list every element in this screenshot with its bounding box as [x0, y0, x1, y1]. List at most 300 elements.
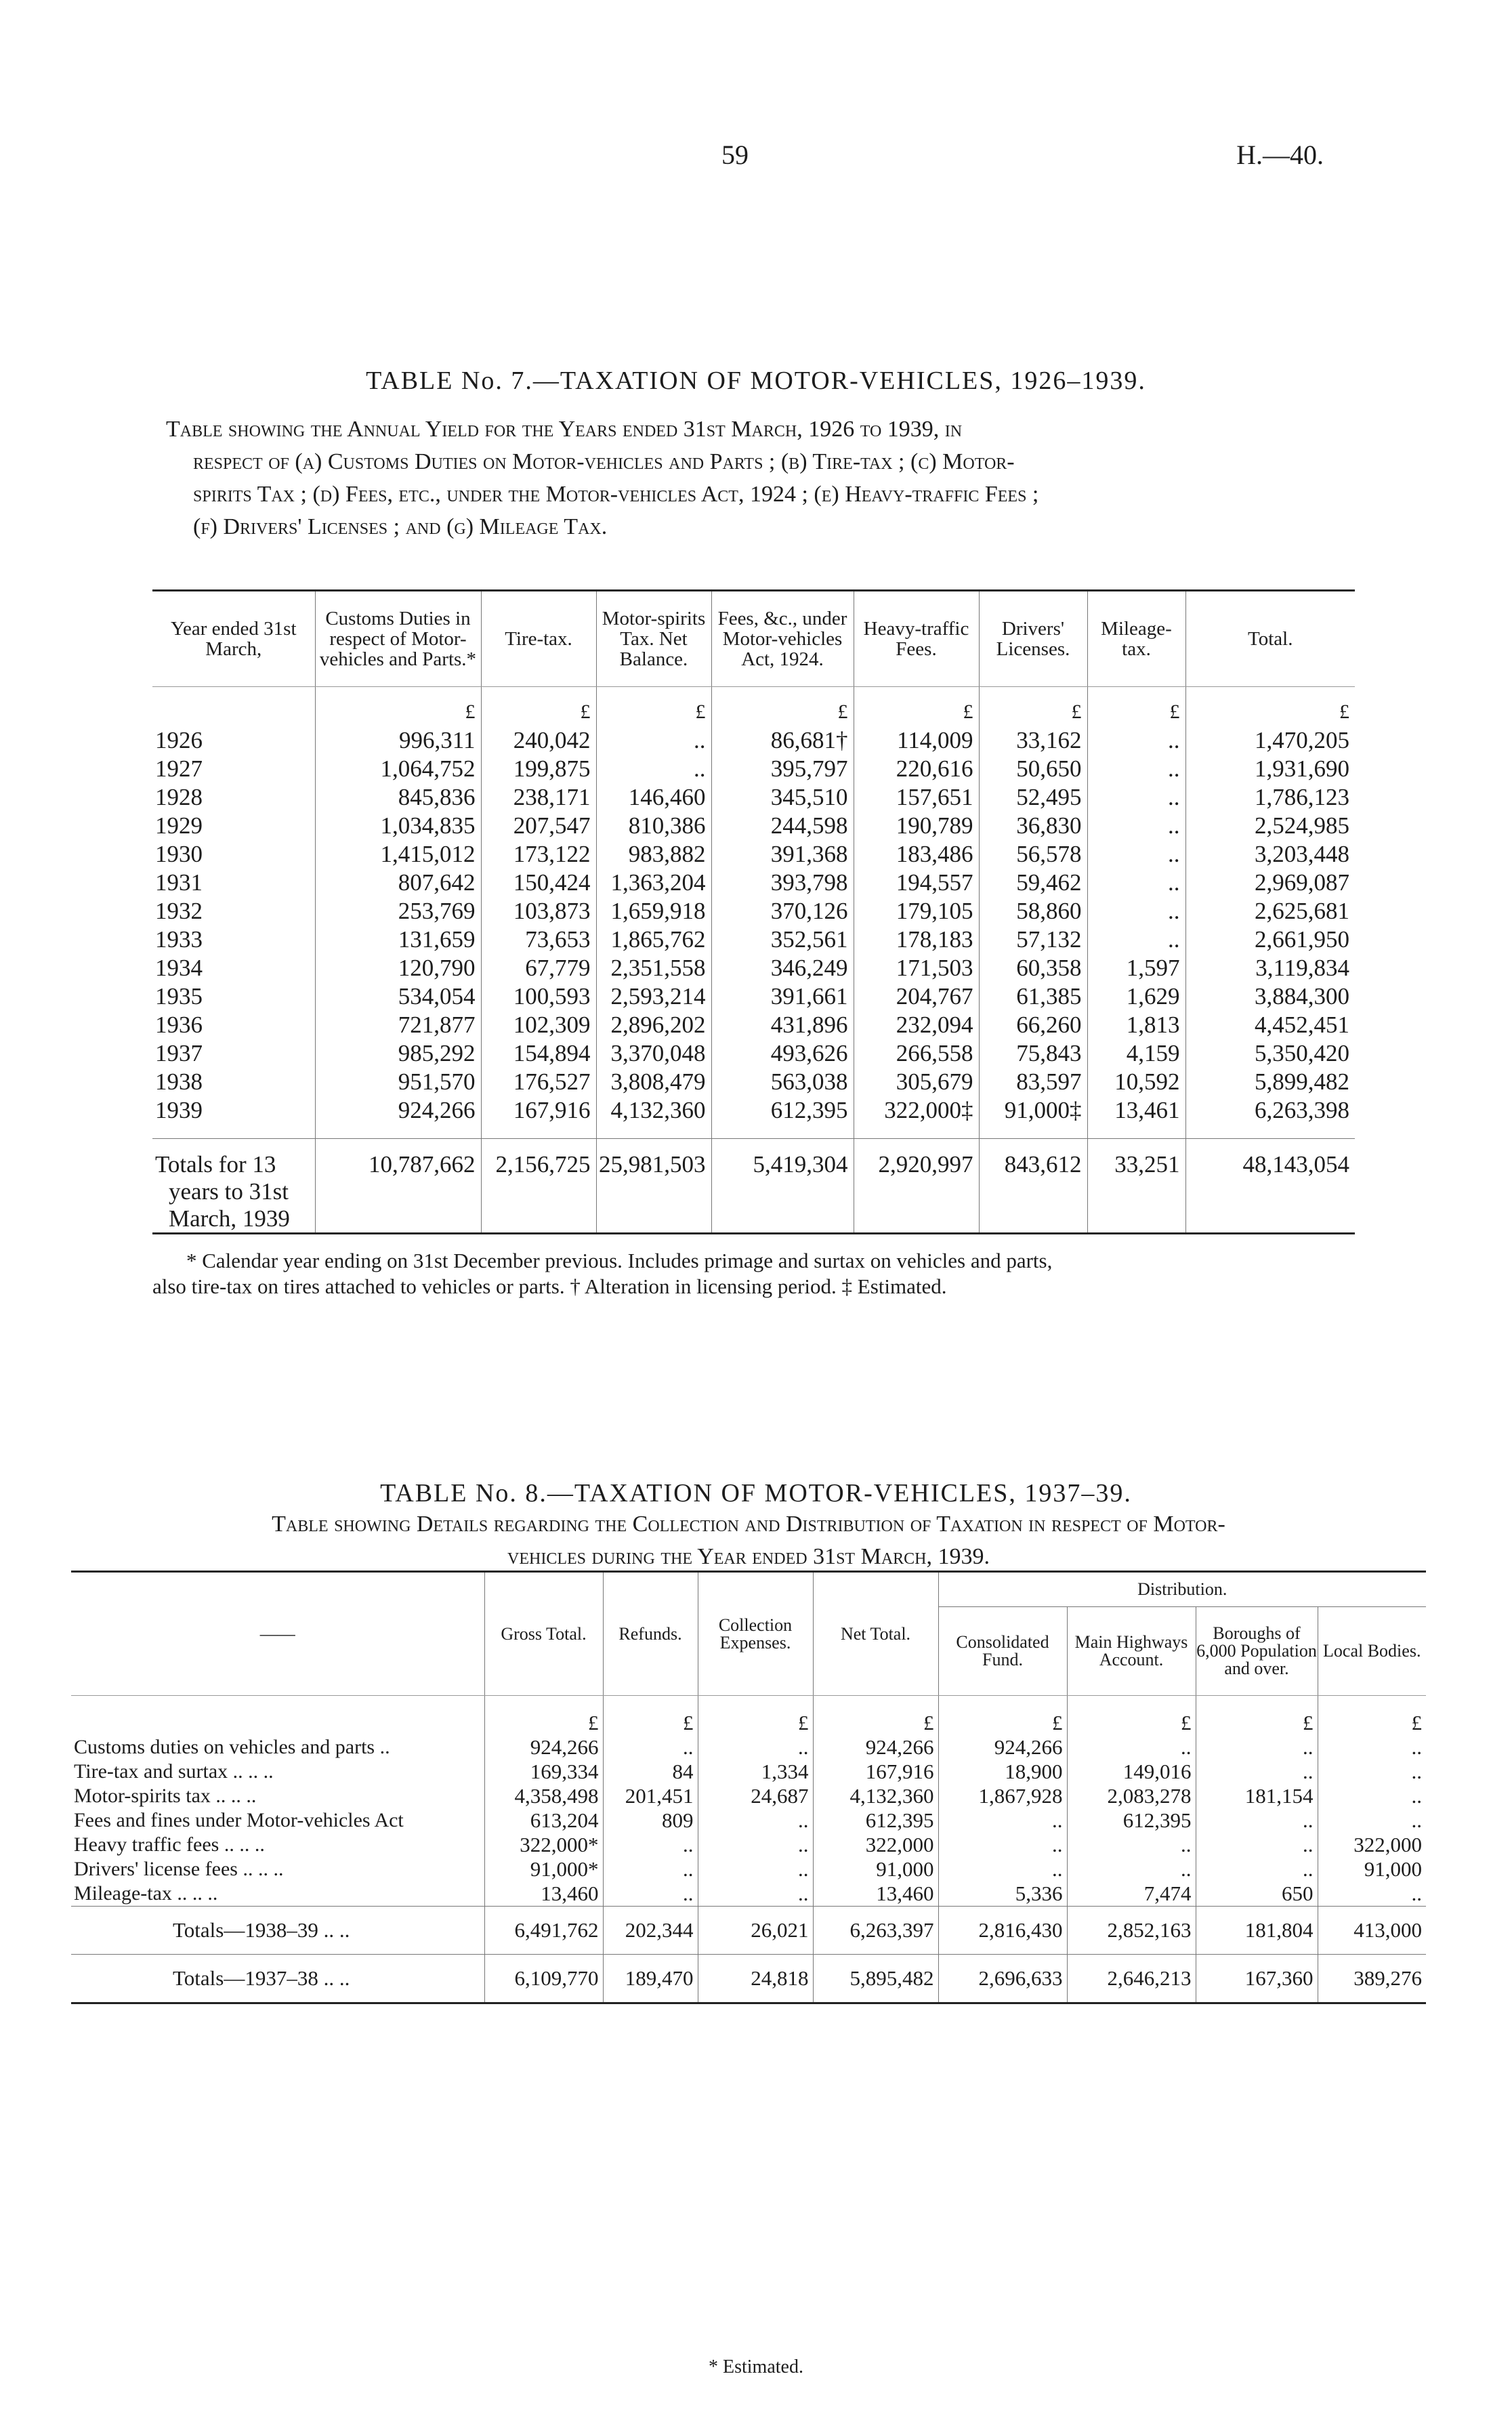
unit-cell: £ [596, 687, 711, 727]
collection-cell: .. [698, 1881, 813, 1907]
spacer-cell [854, 1125, 979, 1139]
unit-cell: £ [1411, 1711, 1422, 1734]
mileage-cell: .. [1087, 783, 1185, 812]
customs-cell: 985,292 [315, 1039, 481, 1068]
spirits-cell: 2,593,214 [596, 982, 711, 1011]
year-cell: 1927 [152, 755, 315, 783]
total-cell: 6,263,398 [1255, 1097, 1349, 1123]
total-collection-cell: 24,818 [698, 1955, 813, 2003]
spirits-cell: 2,896,202 [596, 1011, 711, 1039]
local-cell: 91,000 [1364, 1857, 1422, 1881]
mileage-cell: .. [1087, 897, 1185, 926]
drivers-cell: 57,132 [979, 926, 1087, 954]
table7-col-drivers: Drivers' Licenses. [979, 591, 1087, 687]
fees-cell: 391,661 [711, 982, 854, 1011]
spirits-cell: 146,460 [596, 783, 711, 812]
spirits-cell: 3,370,048 [596, 1039, 711, 1068]
spirits-cell: 1,363,204 [596, 869, 711, 897]
consolidated-cell: 18,900 [938, 1760, 1067, 1784]
table8-row [71, 1760, 1426, 1784]
mileage-cell: 1,629 [1087, 982, 1185, 1011]
table7-row [152, 1096, 1355, 1125]
mileage-cell: .. [1087, 755, 1185, 783]
consolidated-cell: 5,336 [938, 1881, 1067, 1907]
total-cell: 1,470,205 [1255, 727, 1349, 753]
row-label: Tire-tax and surtax .. .. .. [71, 1760, 484, 1784]
spacer-cell [315, 1125, 481, 1139]
row-label: Fees and fines under Motor-vehicles Act [71, 1808, 484, 1833]
totals-label-line: Totals for 13 [155, 1151, 276, 1178]
totals-label-line: March, 1939 [169, 1205, 290, 1232]
total-cell: 2,969,087 [1255, 869, 1349, 896]
drivers-cell: 50,650 [979, 755, 1087, 783]
mileage-cell: .. [1087, 812, 1185, 840]
highways-cell: 612,395 [1067, 1808, 1196, 1833]
tire-cell: 167,916 [481, 1096, 596, 1125]
gross-cell: 924,266 [484, 1735, 603, 1760]
drivers-cell: 60,358 [979, 954, 1087, 982]
highways-cell: 149,016 [1067, 1760, 1196, 1784]
fees-cell: 393,798 [711, 869, 854, 897]
table8-row [71, 1881, 1426, 1907]
year-cell: 1939 [152, 1096, 315, 1125]
table7-footnote-line: also tire-tax on tires attached to vehicles or parts. † Alteration in licensing period. ‡ Estimated. [152, 1274, 947, 1298]
customs-cell: 131,659 [315, 926, 481, 954]
fees-cell: 352,561 [711, 926, 854, 954]
unit-cell: £ [813, 1696, 938, 1736]
net-cell: 322,000 [813, 1833, 938, 1857]
spirits-cell: 983,882 [596, 840, 711, 869]
table8-caption [71, 1508, 1426, 1573]
drivers-cell: 66,260 [979, 1011, 1087, 1039]
customs-cell: 1,415,012 [315, 840, 481, 869]
heavy-cell: 179,105 [854, 897, 979, 926]
row-label: Heavy traffic fees .. .. .. [71, 1833, 484, 1857]
fees-cell: 345,510 [711, 783, 854, 812]
table8-stub-header: —— [71, 1572, 484, 1696]
heavy-cell: 157,651 [854, 783, 979, 812]
tire-cell: 100,593 [481, 982, 596, 1011]
total-boroughs-cell: 167,360 [1196, 1955, 1318, 2003]
total-spirits-cell: 25,981,503 [596, 1139, 711, 1234]
table8-row [71, 1808, 1426, 1833]
fees-cell: 391,368 [711, 840, 854, 869]
table8-totals-row [71, 1907, 1426, 1955]
row-label: Motor-spirits tax .. .. .. [71, 1784, 484, 1808]
unit-cell: £ [481, 687, 596, 727]
spacer-cell [979, 1125, 1087, 1139]
table8-distribution-header: Distribution. [938, 1572, 1426, 1607]
spacer-cell [1185, 1125, 1355, 1139]
heavy-cell: 190,789 [854, 812, 979, 840]
heavy-cell: 114,009 [854, 726, 979, 755]
drivers-cell: 52,495 [979, 783, 1087, 812]
table8-caption-line: Table showing Details regarding the Collection and Distribution of Taxation in respect of Motor- [272, 1512, 1225, 1537]
total-refunds-cell: 202,344 [603, 1907, 698, 1955]
total-cell: 1,786,123 [1255, 784, 1349, 810]
total-cell: 3,119,834 [1255, 955, 1349, 981]
table8-unit-row [71, 1696, 1426, 1736]
total-gross-cell: 6,109,770 [484, 1955, 603, 2003]
drivers-cell: 58,860 [979, 897, 1087, 926]
fees-cell: 612,395 [711, 1096, 854, 1125]
table8-caption-line: vehicles during the Year ended 31st March, 1939. [507, 1544, 990, 1569]
boroughs-cell: .. [1196, 1808, 1318, 1833]
table8-title: TABLE No. 8.—TAXATION OF MOTOR-VEHICLES, 1937–39. [380, 1479, 1132, 1507]
local-cell: .. [1411, 1735, 1422, 1759]
row-label: Mileage-tax .. .. .. [71, 1881, 484, 1907]
tire-cell: 103,873 [481, 897, 596, 926]
net-cell: 924,266 [813, 1735, 938, 1760]
consolidated-cell: 924,266 [938, 1735, 1067, 1760]
mileage-cell: 1,597 [1087, 954, 1185, 982]
net-cell: 4,132,360 [813, 1784, 938, 1808]
spacer-cell [596, 1125, 711, 1139]
net-cell: 91,000 [813, 1857, 938, 1881]
table7-caption-line: Table showing the Annual Yield for the Years ended 31st March, 1926 to 1939, in [166, 417, 963, 442]
total-cell: 5,899,482 [1255, 1068, 1349, 1095]
net-cell: 13,460 [813, 1881, 938, 1907]
drivers-cell: 59,462 [979, 869, 1087, 897]
tire-cell: 154,894 [481, 1039, 596, 1068]
page-number: 59 [721, 140, 749, 170]
total-fees-cell: 5,419,304 [711, 1139, 854, 1234]
totals-label: Totals—1938–39 .. .. [71, 1907, 484, 1955]
table7-row [152, 840, 1355, 869]
table7-row [152, 1011, 1355, 1039]
table8-header-row [71, 1572, 1426, 1607]
tire-cell: 102,309 [481, 1011, 596, 1039]
total-boroughs-cell: 181,804 [1196, 1907, 1318, 1955]
spirits-cell: 3,808,479 [596, 1068, 711, 1096]
table7-unit-row [152, 687, 1355, 727]
refunds-cell: .. [603, 1833, 698, 1857]
table7-totals-row [152, 1139, 1355, 1234]
customs-cell: 1,064,752 [315, 755, 481, 783]
total-cell: 3,884,300 [1255, 983, 1349, 1010]
refunds-cell: 84 [603, 1760, 698, 1784]
year-cell: 1928 [152, 783, 315, 812]
total-net-cell: 5,895,482 [813, 1955, 938, 2003]
spacer-cell [152, 1125, 315, 1139]
unit-cell: £ [603, 1696, 698, 1736]
unit-cell: £ [711, 687, 854, 727]
drivers-cell: 61,385 [979, 982, 1087, 1011]
drivers-cell: 91,000‡ [979, 1096, 1087, 1125]
page-reference: H.—40. [1236, 140, 1324, 170]
table7-header-row [152, 591, 1355, 687]
table7-row [152, 812, 1355, 840]
total-local-cell: 389,276 [1318, 1955, 1426, 2003]
table7-col-fees: Fees, &c., under Motor-vehicles Act, 1924. [711, 591, 854, 687]
row-label: Customs duties on vehicles and parts .. [71, 1735, 484, 1760]
highways-cell: .. [1067, 1857, 1196, 1881]
table7-footnote [152, 1248, 1355, 1299]
spacer-cell [1087, 1125, 1185, 1139]
table8 [71, 1571, 1426, 2004]
highways-cell: 7,474 [1067, 1881, 1196, 1907]
total-cell: 4,452,451 [1255, 1012, 1349, 1038]
net-cell: 167,916 [813, 1760, 938, 1784]
year-cell: 1935 [152, 982, 315, 1011]
customs-cell: 996,311 [315, 726, 481, 755]
totals-label [152, 1139, 315, 1234]
gross-cell: 613,204 [484, 1808, 603, 1833]
local-cell: .. [1411, 1760, 1422, 1783]
mileage-cell: .. [1087, 840, 1185, 869]
year-cell: 1930 [152, 840, 315, 869]
total-cell: 1,931,690 [1255, 755, 1349, 782]
tire-cell: 199,875 [481, 755, 596, 783]
local-cell: .. [1411, 1881, 1422, 1905]
table7-row [152, 1068, 1355, 1096]
table7-col-year: Year ended 31st March, [152, 591, 315, 687]
spirits-cell: 810,386 [596, 812, 711, 840]
unit-cell: £ [854, 687, 979, 727]
local-cell: .. [1411, 1784, 1422, 1808]
total-total-cell: 48,143,054 [1185, 1139, 1355, 1234]
unit-cell [152, 687, 315, 727]
heavy-cell: 204,767 [854, 982, 979, 1011]
year-cell: 1931 [152, 869, 315, 897]
table8-row [71, 1833, 1426, 1857]
table7-row [152, 1039, 1355, 1068]
table7-row [152, 982, 1355, 1011]
unit-cell: £ [979, 687, 1087, 727]
tire-cell: 173,122 [481, 840, 596, 869]
local-cell: 322,000 [1353, 1833, 1422, 1856]
table7-footnote-line: * Calendar year ending on 31st December previous. Includes primage and surtax on vehicles and parts, [186, 1249, 1053, 1272]
local-cell: .. [1411, 1808, 1422, 1832]
table7-row [152, 783, 1355, 812]
spirits-cell: 1,659,918 [596, 897, 711, 926]
customs-cell: 924,266 [315, 1096, 481, 1125]
drivers-cell: 83,597 [979, 1068, 1087, 1096]
table7-caption-line: spirits Tax ; (d) Fees, etc., under the Motor-vehicles Act, 1924 ; (e) Heavy-traffic Fees ; [193, 482, 1039, 507]
heavy-cell: 232,094 [854, 1011, 979, 1039]
drivers-cell: 75,843 [979, 1039, 1087, 1068]
table7-col-heavy: Heavy-traffic Fees. [854, 591, 979, 687]
total-cell: 3,203,448 [1255, 841, 1349, 867]
spacer-cell [481, 1125, 596, 1139]
year-cell: 1936 [152, 1011, 315, 1039]
total-highways-cell: 2,646,213 [1067, 1955, 1196, 2003]
total-mileage-cell: 33,251 [1087, 1139, 1185, 1234]
tire-cell: 207,547 [481, 812, 596, 840]
table8-row [71, 1784, 1426, 1808]
table8-col-refunds: Refunds. [603, 1572, 698, 1696]
drivers-cell: 36,830 [979, 812, 1087, 840]
table8-col-collection: Collection Expenses. [698, 1572, 813, 1696]
total-cell: 2,661,950 [1255, 926, 1349, 953]
fees-cell: 346,249 [711, 954, 854, 982]
customs-cell: 807,642 [315, 869, 481, 897]
total-local-cell: 413,000 [1318, 1907, 1426, 1955]
table8-row [71, 1857, 1426, 1881]
table7-row [152, 726, 1355, 755]
table7-caption [166, 413, 1368, 543]
unit-cell: £ [315, 687, 481, 727]
collection-cell: 24,687 [698, 1784, 813, 1808]
table7-row [152, 869, 1355, 897]
table8-col-highways: Main Highways Account. [1067, 1607, 1196, 1696]
total-highways-cell: 2,852,163 [1067, 1907, 1196, 1955]
tire-cell: 150,424 [481, 869, 596, 897]
table8-col-consolidated: Consolidated Fund. [938, 1607, 1067, 1696]
refunds-cell: 201,451 [603, 1784, 698, 1808]
net-cell: 612,395 [813, 1808, 938, 1833]
customs-cell: 845,836 [315, 783, 481, 812]
spirits-cell: .. [596, 755, 711, 783]
total-customs-cell: 10,787,662 [315, 1139, 481, 1234]
customs-cell: 534,054 [315, 982, 481, 1011]
spirits-cell: 4,132,360 [596, 1096, 711, 1125]
heavy-cell: 171,503 [854, 954, 979, 982]
fees-cell: 431,896 [711, 1011, 854, 1039]
gross-cell: 13,460 [484, 1881, 603, 1907]
year-cell: 1938 [152, 1068, 315, 1096]
unit-cell [71, 1696, 484, 1736]
consolidated-cell: .. [938, 1833, 1067, 1857]
consolidated-cell: .. [938, 1808, 1067, 1833]
total-cell: 5,350,420 [1255, 1040, 1349, 1066]
unit-cell: £ [1087, 687, 1185, 727]
year-cell: 1926 [152, 726, 315, 755]
row-label: Drivers' license fees .. .. .. [71, 1857, 484, 1881]
unit-cell: £ [698, 1696, 813, 1736]
highways-cell: 2,083,278 [1067, 1784, 1196, 1808]
table8-row [71, 1735, 1426, 1760]
table7-row [152, 897, 1355, 926]
table7-row [152, 926, 1355, 954]
tire-cell: 67,779 [481, 954, 596, 982]
total-net-cell: 6,263,397 [813, 1907, 938, 1955]
fees-cell: 493,626 [711, 1039, 854, 1068]
fees-cell: 244,598 [711, 812, 854, 840]
total-cell: 2,625,681 [1255, 898, 1349, 924]
table7-row [152, 755, 1355, 783]
tire-cell: 238,171 [481, 783, 596, 812]
table8-col-local: Local Bodies. [1318, 1607, 1426, 1696]
table7-row [152, 954, 1355, 982]
tire-cell: 73,653 [481, 926, 596, 954]
table7-caption-line: (f) Drivers' Licenses ; and (g) Mileage Tax. [193, 514, 608, 539]
heavy-cell: 305,679 [854, 1068, 979, 1096]
mileage-cell: 1,813 [1087, 1011, 1185, 1039]
spirits-cell: 1,865,762 [596, 926, 711, 954]
customs-cell: 253,769 [315, 897, 481, 926]
table8-col-boroughs: Boroughs of 6,000 Population and over. [1196, 1607, 1318, 1696]
boroughs-cell: .. [1196, 1857, 1318, 1881]
year-cell: 1933 [152, 926, 315, 954]
year-cell: 1937 [152, 1039, 315, 1068]
consolidated-cell: .. [938, 1857, 1067, 1881]
table8-col-net: Net Total. [813, 1572, 938, 1696]
highways-cell: .. [1067, 1833, 1196, 1857]
boroughs-cell: 650 [1196, 1881, 1318, 1907]
unit-cell: £ [1339, 701, 1349, 723]
table7 [152, 589, 1355, 1234]
fees-cell: 395,797 [711, 755, 854, 783]
drivers-cell: 56,578 [979, 840, 1087, 869]
total-tire-cell: 2,156,725 [481, 1139, 596, 1234]
boroughs-cell: .. [1196, 1760, 1318, 1784]
spirits-cell: .. [596, 726, 711, 755]
refunds-cell: 809 [603, 1808, 698, 1833]
boroughs-cell: .. [1196, 1833, 1318, 1857]
total-heavy-cell: 2,920,997 [854, 1139, 979, 1234]
tire-cell: 176,527 [481, 1068, 596, 1096]
year-cell: 1932 [152, 897, 315, 926]
unit-cell: £ [1067, 1696, 1196, 1736]
table7-col-mileage: Mileage-tax. [1087, 591, 1185, 687]
collection-cell: .. [698, 1808, 813, 1833]
spirits-cell: 2,351,558 [596, 954, 711, 982]
boroughs-cell: .. [1196, 1735, 1318, 1760]
table8-footnote: * Estimated. [709, 2356, 803, 2377]
heavy-cell: 178,183 [854, 926, 979, 954]
total-consolidated-cell: 2,696,633 [938, 1955, 1067, 2003]
unit-cell: £ [1196, 1696, 1318, 1736]
customs-cell: 951,570 [315, 1068, 481, 1096]
gross-cell: 91,000* [484, 1857, 603, 1881]
mileage-cell: .. [1087, 726, 1185, 755]
table8-col-gross: Gross Total. [484, 1572, 603, 1696]
mileage-cell: .. [1087, 926, 1185, 954]
total-cell: 2,524,985 [1255, 812, 1349, 839]
collection-cell: 1,334 [698, 1760, 813, 1784]
total-collection-cell: 26,021 [698, 1907, 813, 1955]
year-cell: 1929 [152, 812, 315, 840]
total-drivers-cell: 843,612 [979, 1139, 1087, 1234]
fees-cell: 563,038 [711, 1068, 854, 1096]
year-cell: 1934 [152, 954, 315, 982]
tire-cell: 240,042 [481, 726, 596, 755]
fees-cell: 86,681† [711, 726, 854, 755]
total-gross-cell: 6,491,762 [484, 1907, 603, 1955]
collection-cell: .. [698, 1857, 813, 1881]
table7-col-total: Total. [1185, 591, 1355, 687]
consolidated-cell: 1,867,928 [938, 1784, 1067, 1808]
gross-cell: 4,358,498 [484, 1784, 603, 1808]
table7-spacer-row [152, 1125, 1355, 1139]
table7-col-tire: Tire-tax. [481, 591, 596, 687]
fees-cell: 370,126 [711, 897, 854, 926]
collection-cell: .. [698, 1833, 813, 1857]
customs-cell: 721,877 [315, 1011, 481, 1039]
heavy-cell: 322,000‡ [854, 1096, 979, 1125]
customs-cell: 1,034,835 [315, 812, 481, 840]
spacer-cell [711, 1125, 854, 1139]
heavy-cell: 220,616 [854, 755, 979, 783]
heavy-cell: 266,558 [854, 1039, 979, 1068]
mileage-cell: 4,159 [1087, 1039, 1185, 1068]
table7-col-spirits: Motor-spirits Tax. Net Balance. [596, 591, 711, 687]
table7-caption-line: respect of (a) Customs Duties on Motor-vehicles and Parts ; (b) Tire-tax ; (c) Motor- [193, 449, 1015, 474]
gross-cell: 322,000* [484, 1833, 603, 1857]
boroughs-cell: 181,154 [1196, 1784, 1318, 1808]
highways-cell: .. [1067, 1735, 1196, 1760]
gross-cell: 169,334 [484, 1760, 603, 1784]
heavy-cell: 194,557 [854, 869, 979, 897]
refunds-cell: .. [603, 1857, 698, 1881]
total-refunds-cell: 189,470 [603, 1955, 698, 2003]
refunds-cell: .. [603, 1735, 698, 1760]
totals-label-line: years to 31st [169, 1178, 289, 1205]
unit-cell: £ [938, 1696, 1067, 1736]
drivers-cell: 33,162 [979, 726, 1087, 755]
collection-cell: .. [698, 1735, 813, 1760]
